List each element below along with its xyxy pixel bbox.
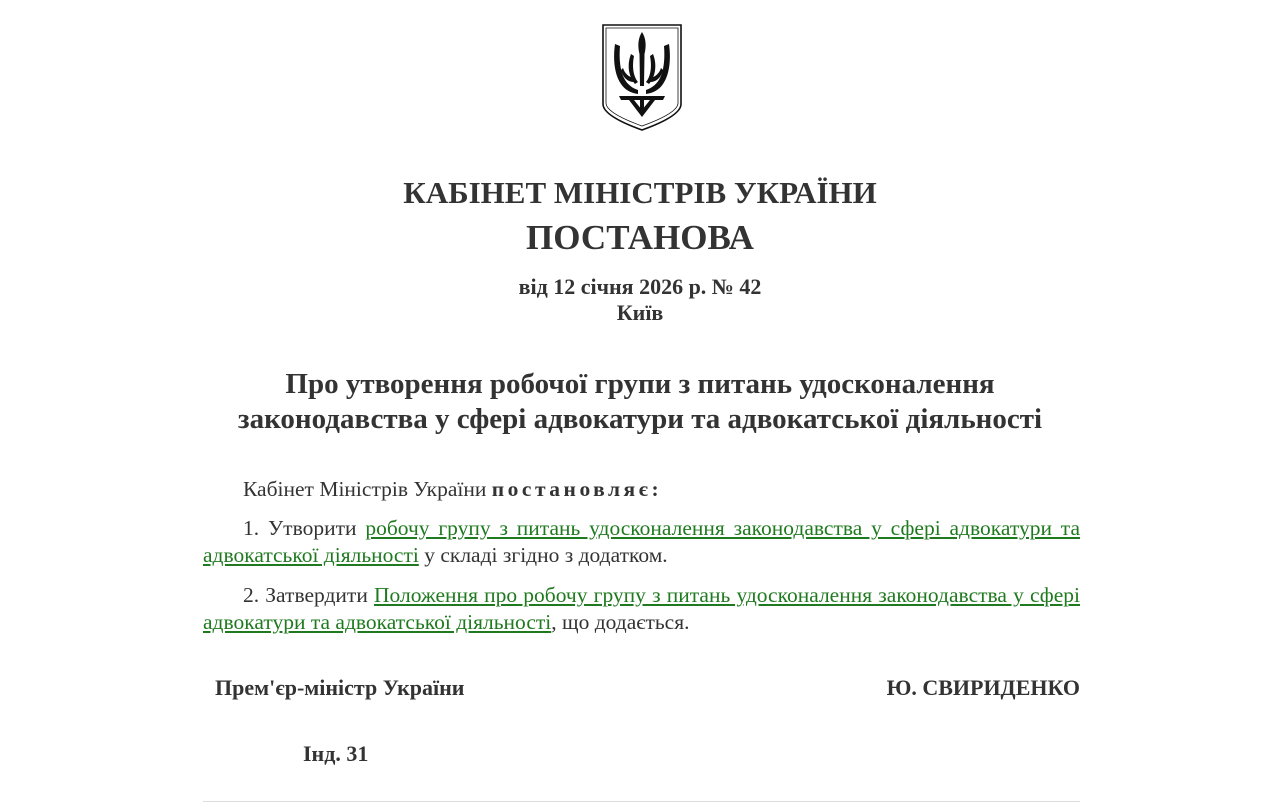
item2-prefix: 2. Затвердити	[243, 583, 374, 607]
decree-word: постановляє:	[491, 477, 663, 501]
intro-prefix: Кабінет Міністрів України	[243, 477, 492, 501]
decree-item-2	[203, 582, 1080, 636]
document-date-number: від 12 січня 2026 р. № 42	[518, 274, 762, 299]
decree-item-1	[203, 515, 1080, 569]
subject-line-2: законодавства у сфері адвокатури та адвокатської діяльності	[237, 403, 1043, 435]
working-group-composition-link[interactable]: робочу групу з питань удосконалення законодавства у сфері адвокатури та адвокатської діяльності	[203, 516, 1080, 567]
document-subject	[0, 367, 1280, 437]
coat-of-arms-of-ukraine-icon	[601, 24, 683, 131]
bottom-divider	[203, 801, 1080, 802]
signer-title: Прем'єр-міністр України	[215, 675, 465, 700]
decree-intro	[203, 476, 1080, 503]
working-group-regulation-link[interactable]: Положення про робочу групу з питань удосконалення законодавства у сфері адвокатури та адвокатської діяльності	[203, 583, 1080, 634]
item2-suffix: , що додається.	[551, 610, 690, 634]
document-index: Інд. 31	[303, 741, 369, 766]
document-type: ПОСТАНОВА	[526, 218, 754, 257]
organization-title: КАБІНЕТ МІНІСТРІВ УКРАЇНИ	[403, 175, 877, 210]
item1-suffix: у складі згідно з додатком.	[418, 543, 668, 567]
document-city: Київ	[616, 300, 664, 325]
item1-prefix: 1. Утворити	[243, 516, 366, 540]
signer-name: Ю. СВИРИДЕНКО	[886, 675, 1080, 700]
subject-line-1: Про утворення робочої групи з питань удосконалення	[285, 368, 995, 400]
